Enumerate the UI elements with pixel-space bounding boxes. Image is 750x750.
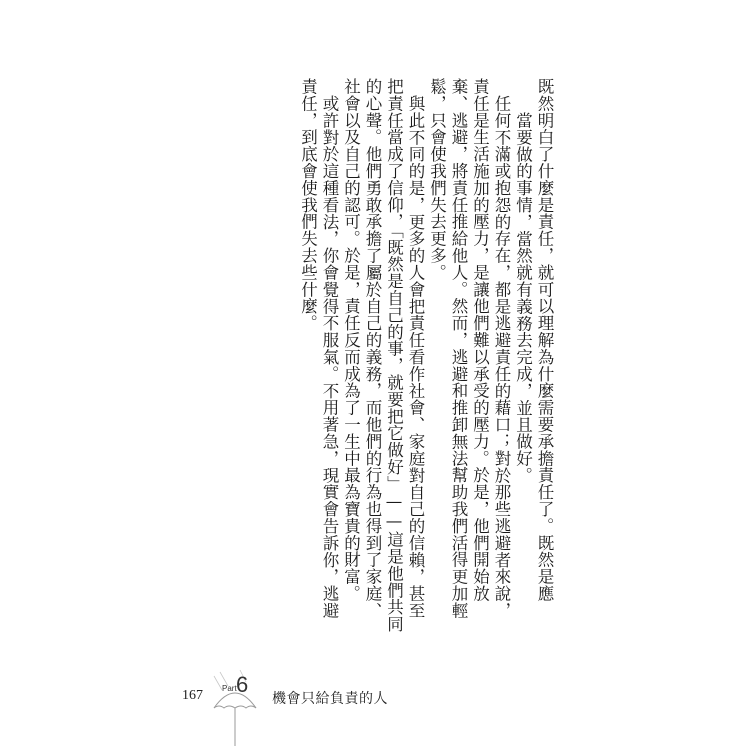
- text-column: 鬆，只會使我們失去更多。: [427, 78, 447, 281]
- text-column: 當要做的事情，當然就有義務去完成，並且做好。: [513, 112, 533, 484]
- chapter-title: 機會只給負責的人: [272, 691, 388, 707]
- text-column: 責任，到底會使我們失去些什麼。: [298, 78, 318, 332]
- text-column: 既然明白了什麼是責任，就可以理解為什麼需要承擔責任了。既然是應: [535, 78, 554, 602]
- text-column: 與此不同的是，更多的人會把責任看作社會、家庭對自己的信賴，甚至: [406, 95, 425, 619]
- text-column: 棄、逃避，將責任推給他人。然而，逃避和推卸無法幫助我們活得更加輕: [449, 78, 468, 619]
- text-column: 責任是生活施加的壓力，是讓他們難以承受的壓力。於是，他們開始放: [470, 78, 490, 602]
- umbrella-icon: [210, 668, 260, 748]
- vertical-body-text: [255, 78, 555, 638]
- part-number: 6: [236, 672, 249, 697]
- text-column: 任何不滿或抱怨的存在，都是逃避責任的藉口；對於那些逃避者來說，: [492, 95, 511, 619]
- page-footer: [0, 650, 750, 750]
- text-column: 的心聲。他們勇敢承擔了屬於自己的義務，而他們的行為也得到了家庭、: [363, 78, 382, 619]
- text-column: 或許對於這種看法，你會覺得不服氣。不用著急，現實會告訴你，逃避: [320, 95, 339, 619]
- text-column: 把責任當成了信仰，「既然是自己的事，就要把它做好」——這是他們共同: [384, 78, 404, 633]
- text-column: 社會以及自己的認可。於是，責任反而成為了一生中最為寶貴的財富。: [341, 78, 361, 602]
- part-label: Part: [222, 684, 237, 693]
- page-number: 167: [182, 688, 203, 703]
